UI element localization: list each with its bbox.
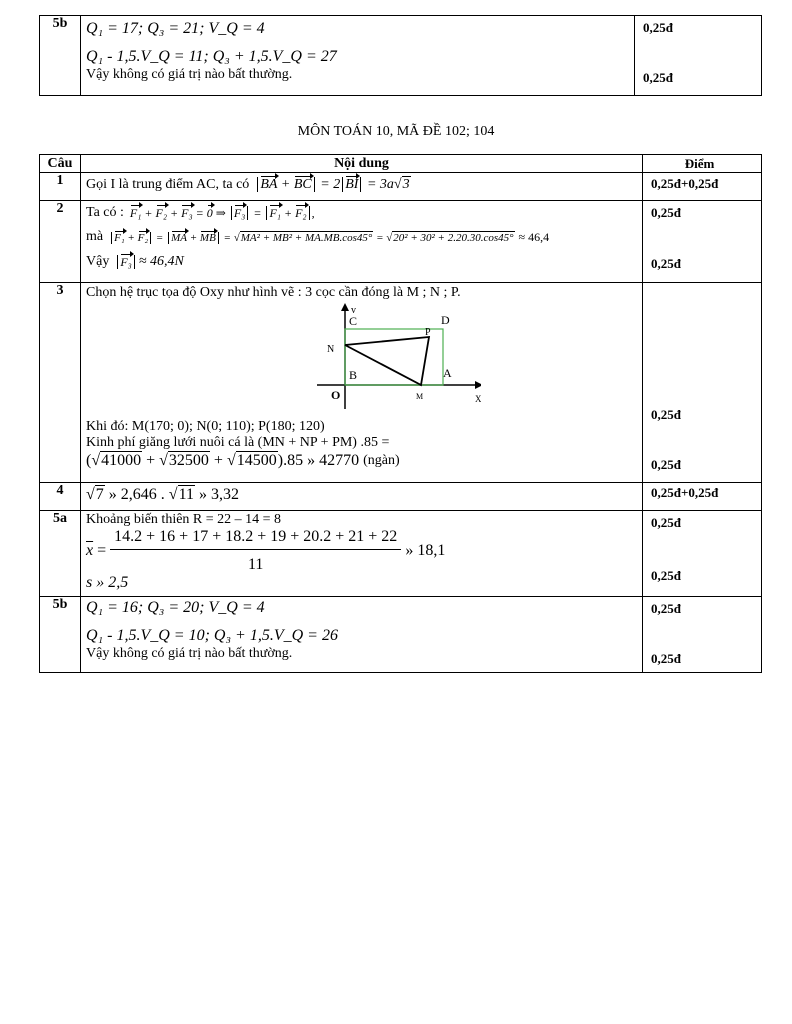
- quartile-line: Q₁ = 16; Q₃ = 20; V_Q = 4: [86, 599, 265, 616]
- row-5b: [40, 597, 762, 673]
- content-cell: [81, 173, 643, 201]
- cau-cell: 5b: [40, 597, 81, 673]
- label-n: N: [327, 344, 335, 355]
- std-line: s » 2,5: [86, 574, 129, 591]
- score-cell: [635, 16, 762, 96]
- row3-line3: Kinh phí giăng lưới nuôi cá là (MN + NP + PM) .85 =: [86, 435, 390, 450]
- content-cell: [81, 16, 635, 96]
- row-5a: [40, 511, 762, 597]
- score-cell: 0,25đ+0,25đ: [643, 173, 762, 201]
- label-x: X: [475, 394, 481, 404]
- range-line: Khoảng biến thiên R = 22 – 14 = 8: [86, 512, 282, 527]
- header-diem: Điểm: [643, 155, 762, 173]
- row-5b-top: [40, 16, 762, 96]
- cau-cell: 2: [40, 201, 81, 283]
- score-1: 0,25đ: [643, 20, 673, 35]
- row1-content: [86, 176, 637, 193]
- row3-line2: Khi đó: M(170; 0); N(0; 110); P(180; 120): [86, 419, 325, 434]
- row-2: [40, 201, 762, 283]
- score-cell: 0,25đ 0,25đ: [643, 201, 762, 283]
- vector-formula: BA + BC = 2 BI = 3a√3: [255, 176, 410, 193]
- label-p: P: [425, 327, 431, 338]
- label-a: A: [443, 366, 452, 380]
- cau-cell: 5a: [40, 511, 81, 597]
- content-cell: [81, 511, 643, 597]
- quartile-line: Q₁ = 17; Q₃ = 21; V_Q = 4: [86, 20, 265, 37]
- row3-line4: (√ 41000 + √ 32500 + √ 14500 ).85 » 42770 (ngàn): [86, 451, 400, 469]
- content-cell: [81, 597, 643, 673]
- cau-cell: 3: [40, 283, 81, 483]
- top-answer-table: [39, 15, 762, 96]
- content-cell: [81, 283, 643, 483]
- row-4: [40, 483, 762, 511]
- row2-line3: Vậy F₃ ≈ 46,4N: [86, 254, 184, 269]
- label-d: D: [441, 313, 450, 327]
- label-o: O: [331, 388, 341, 402]
- cau-cell: 4: [40, 483, 81, 511]
- score-cell: 0,25đ+0,25đ: [643, 483, 762, 511]
- triangle-mnp: [345, 337, 429, 385]
- fence-line: Q₁ - 1,5.V_Q = 10; Q₃ + 1,5.V_Q = 26: [86, 627, 338, 644]
- row1-text: Gọi I là trung điểm AC, ta có: [86, 176, 250, 192]
- row2-line1: Ta có : F₁ + F₂ + F₃ = 0 ⇒ F₃ = F₁ + F₂ ,: [86, 205, 315, 220]
- content-cell: [81, 201, 643, 283]
- content-cell: [81, 483, 643, 511]
- score-cell: 0,25đ 0,25đ: [643, 283, 762, 483]
- answer-table: [39, 154, 762, 673]
- coordinate-diagram: [291, 303, 481, 413]
- label-b: B: [349, 368, 358, 382]
- section-title: MÔN TOÁN 10, MÃ ĐỀ 102; 104: [297, 124, 495, 139]
- conclusion-line: Vậy không có giá trị nào bất thường.: [86, 67, 293, 82]
- cau-cell: 5b: [40, 16, 81, 96]
- mean-formula: $\overline{x}$ = $\frac{14.2 + 16 + 17 + 18.2 + 19 + 20.2 + 21 + 22}{11}$ » 18,1: [86, 528, 446, 573]
- score-2: 0,25đ: [643, 70, 673, 85]
- header-row: [40, 155, 762, 173]
- x-arrow: [475, 381, 481, 389]
- force-equation: F₁ + F₂ + F₃ = 0 ⇒ F₃ = F₁ + F₂ ,: [129, 205, 315, 220]
- row4-content: √ 7 » 2,646 . √ 11 » 3,32: [86, 485, 239, 503]
- fence-line: Q₁ - 1,5.V_Q = 11; Q₃ + 1,5.V_Q = 27: [86, 48, 337, 65]
- score-cell: 0,25đ 0,25đ: [643, 511, 762, 597]
- label-c: C: [349, 314, 358, 328]
- cau-cell: 1: [40, 173, 81, 201]
- header-cau: Câu: [40, 155, 81, 173]
- row-3: [40, 283, 762, 483]
- label-m: M: [416, 392, 424, 401]
- magnitude-equation: F₁ + F₂ = MA + MB = √MA² + MB² + MA.MB.cos45° = √20² + 30² + 2.20.30.cos45°: [109, 231, 514, 244]
- row-1: [40, 173, 762, 201]
- header-noidung: Nội dung: [81, 155, 643, 173]
- row3-line1: Chọn hệ trục tọa độ Oxy như hình vẽ : 3 cọc cần đóng là M ; N ; P.: [86, 285, 461, 300]
- y-arrow: [341, 303, 349, 311]
- row2-line2: mà F₁ + F₂ = MA + MB = √MA² + MB² + MA.MB.cos45° = √20² + 30² + 2.20.30.cos45° ≈ 46,4: [86, 229, 550, 244]
- label-v: v: [351, 305, 356, 316]
- conclusion-line: Vậy không có giá trị nào bất thường.: [86, 646, 293, 661]
- score-cell: 0,25đ 0,25đ: [643, 597, 762, 673]
